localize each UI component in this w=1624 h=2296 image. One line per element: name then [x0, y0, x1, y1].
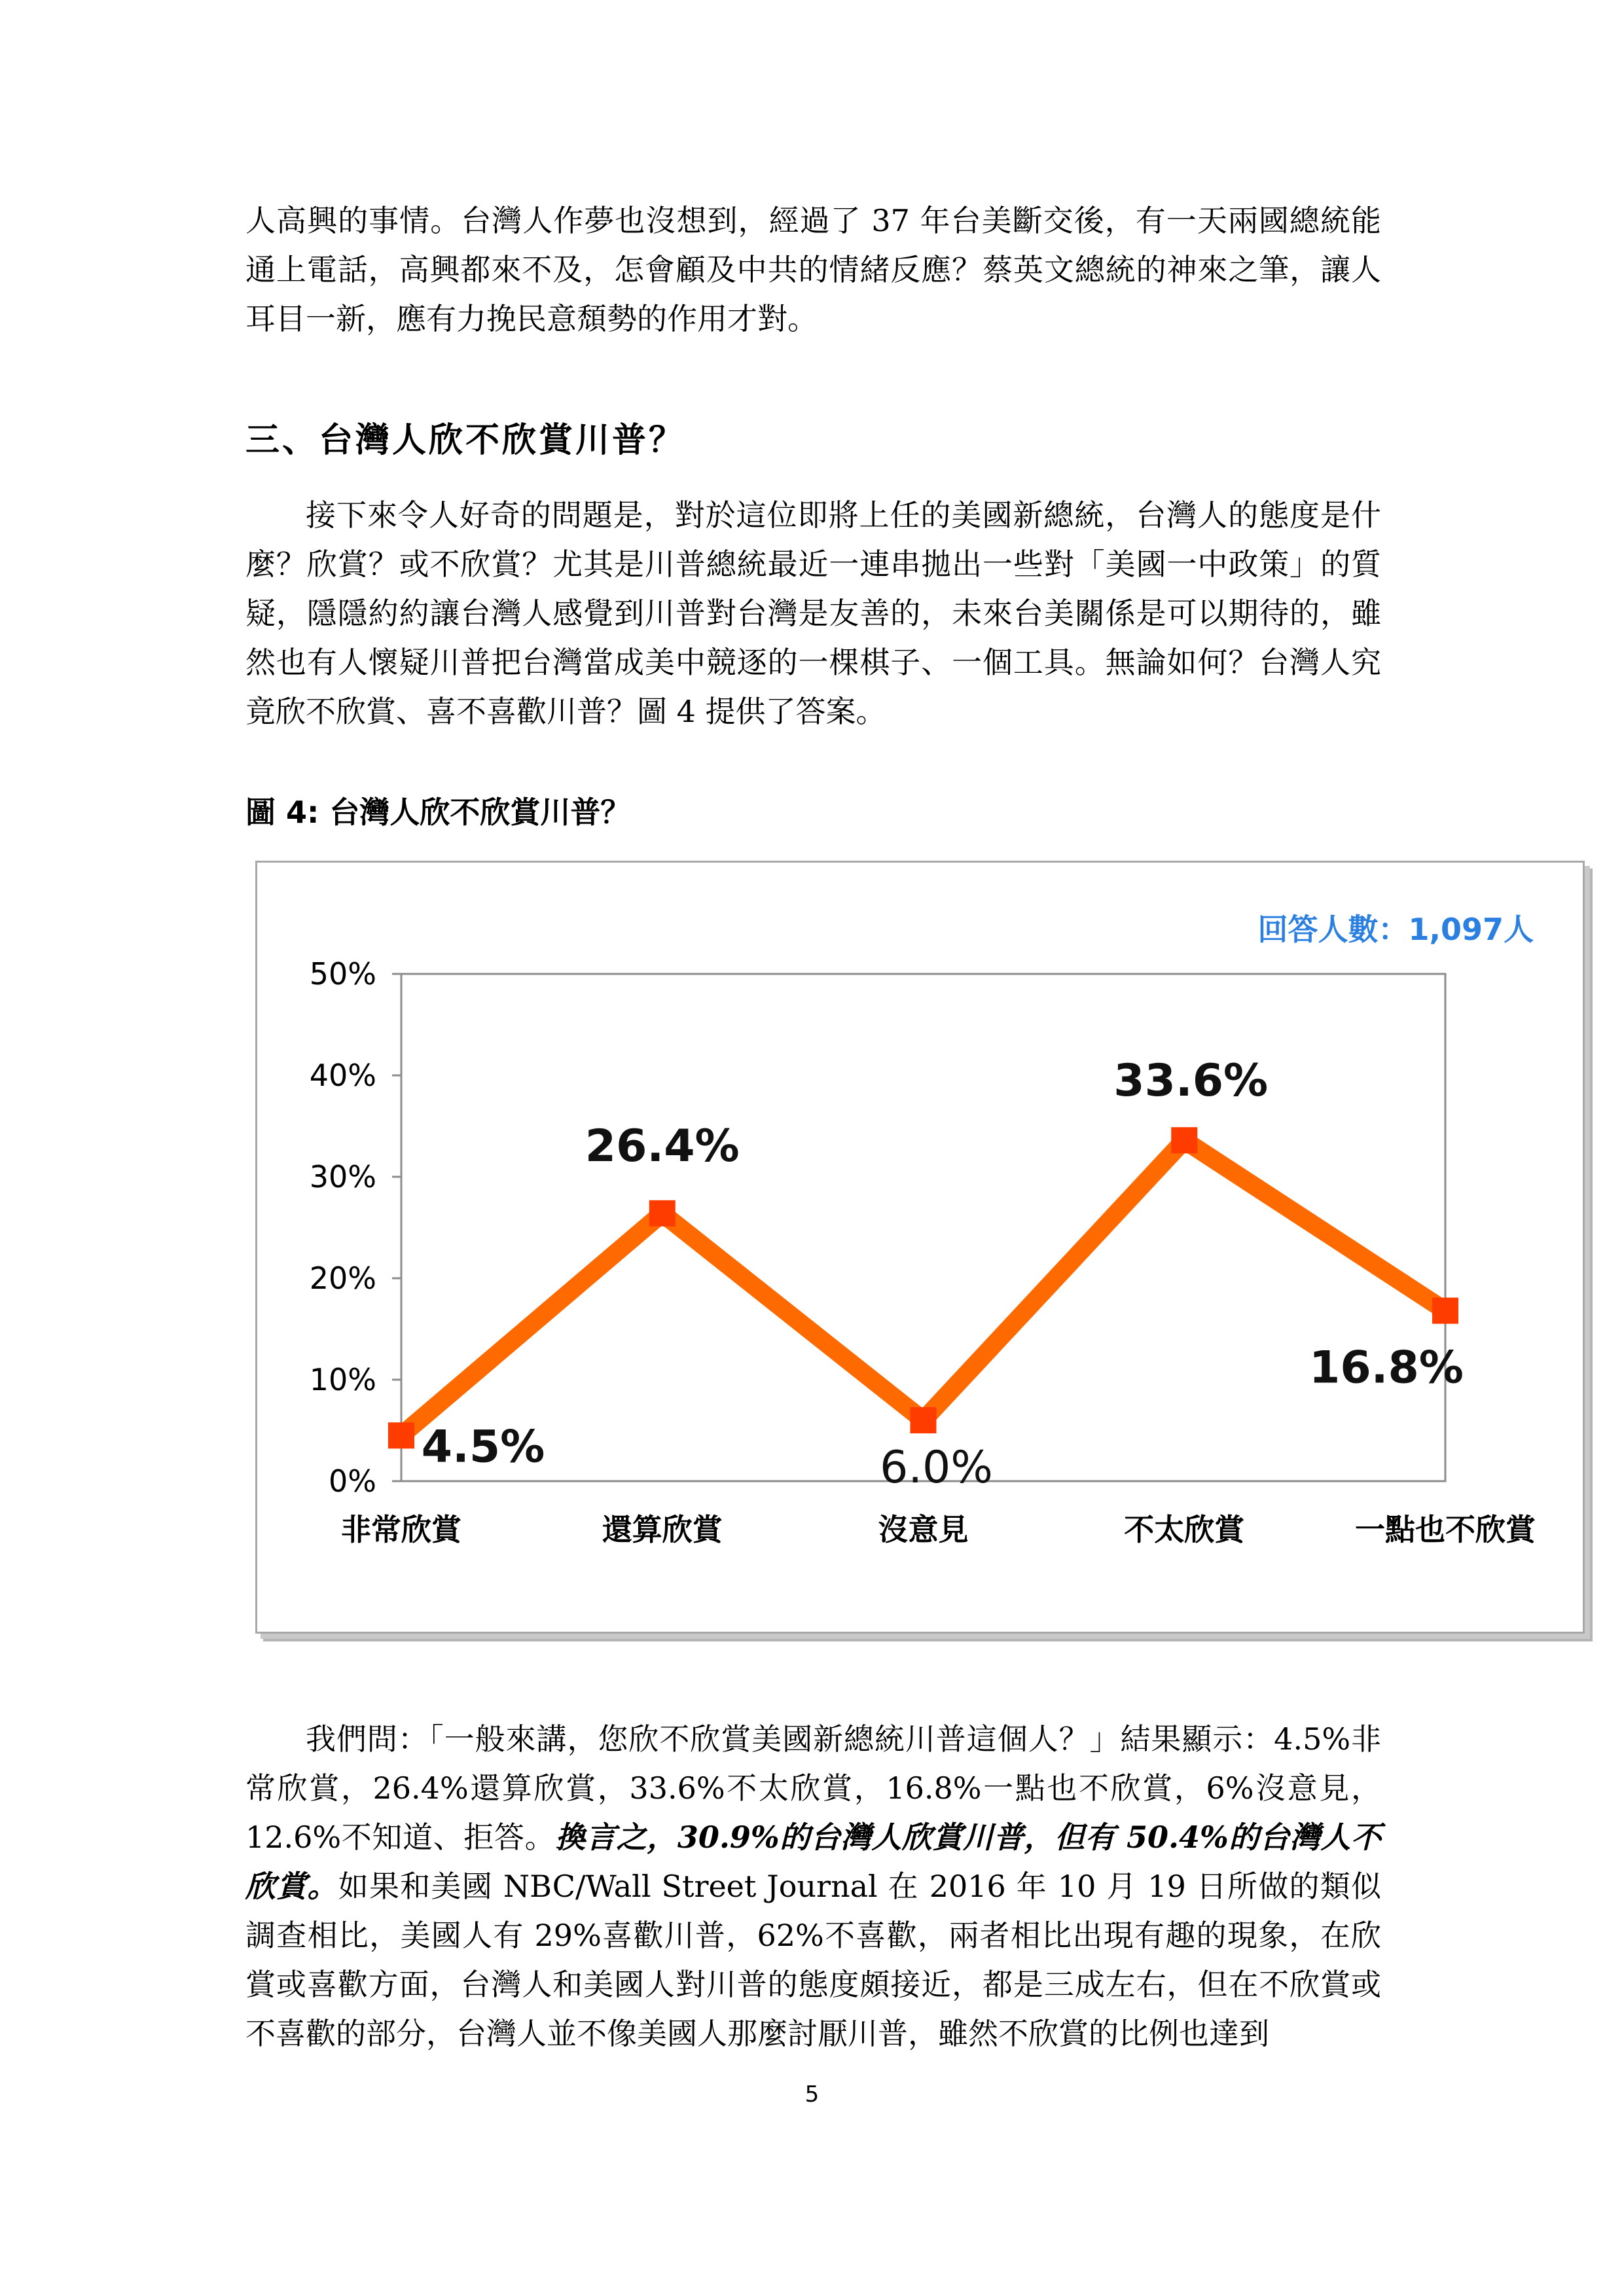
- paragraph-results: [245, 1715, 1381, 2058]
- data-point-marker: [388, 1422, 414, 1448]
- data-label: 16.8%: [1309, 1342, 1464, 1394]
- data-label: 26.4%: [585, 1120, 740, 1172]
- chart-frame: [255, 861, 1585, 1634]
- y-tick-label: 50%: [309, 956, 376, 992]
- data-point-marker: [911, 1407, 937, 1433]
- y-tick-label: 0%: [329, 1463, 376, 1499]
- y-tick-label: 20%: [309, 1261, 376, 1296]
- x-category-label: 一點也不欣賞: [1355, 1512, 1536, 1547]
- data-point-marker: [1171, 1127, 1197, 1153]
- data-label: 33.6%: [1113, 1055, 1269, 1107]
- section-heading: 三、台灣人欣不欣賞川普？: [245, 420, 686, 460]
- paragraph-question: 接下來令人好奇的問題是，對於這位即將上任的美國新總統，台灣人的態度是什麼？欣賞？或不欣賞？尤其是川普總統最近一連串拋出一些對「美國一中政策」的質疑，隱隱約約讓台灣人感覺到川普對台灣是友善的，未來台美關係是可以期待的，雖然也有人懷疑川普把台灣當成美中競逐的一棵棋子、一個工具。無論如何？台灣人究竟欣不欣賞、喜不喜歡川普？圖 4 提供了答案。: [245, 497, 1381, 729]
- respondent-count-annotation: 回答人數：1,097人: [1257, 912, 1534, 947]
- figure-caption: 圖 4: 台灣人欣不欣賞川普？: [245, 795, 631, 830]
- results-text: 我們問：「一般來講，您欣不欣賞美國新總統川普這個人？」結果顯示：4.5%非常欣賞，26.4%還算欣賞，33.6%不太欣賞，16.8%一點也不欣賞，6%沒意見，12.6%不知道、拒答。: [245, 1721, 1381, 1855]
- y-tick-label: 40%: [309, 1058, 376, 1093]
- plot-area: [401, 974, 1445, 1481]
- x-category-label: 不太欣賞: [1124, 1512, 1245, 1547]
- y-tick-label: 30%: [309, 1159, 376, 1194]
- results-emphasis: 換言之，30.9%的台灣人欣賞川普，但有 50.4%的台灣人不欣賞。: [245, 1820, 1381, 1904]
- results-comparison: 如果和美國 NBC/Wall Street Journal 在 2016 年 10 月 19 日所做的類似調查相比，美國人有 29%喜歡川普，62%不喜歡，兩者相比出現有趣的現象，在欣賞或喜歡方面，台灣人和美國人對川普的態度頗接近，都是三成左右，但在不欣賞或不喜歡的部分，台灣人並不像美國人那麼討厭川普，雖然不欣賞的比例也達到: [245, 1869, 1381, 2051]
- page-number: 5: [804, 2081, 820, 2108]
- data-point-marker: [1432, 1298, 1458, 1324]
- data-label: 6.0%: [880, 1442, 993, 1494]
- y-tick-label: 10%: [309, 1362, 376, 1397]
- data-label: 4.5%: [421, 1421, 545, 1473]
- x-category-label: 還算欣賞: [602, 1512, 723, 1547]
- line-chart: [257, 863, 1583, 1632]
- x-category-label: 沒意見: [878, 1512, 969, 1547]
- data-point-marker: [649, 1200, 676, 1227]
- paragraph-intro: 人高興的事情。台灣人作夢也沒想到，經過了 37 年台美斷交後，有一天兩國總統能通上電話，高興都來不及，怎會顧及中共的情緒反應？蔡英文總統的神來之筆，讓人耳目一新，應有力挽民意頹勢的作用才對。: [245, 203, 1381, 336]
- x-category-label: 非常欣賞: [341, 1512, 461, 1547]
